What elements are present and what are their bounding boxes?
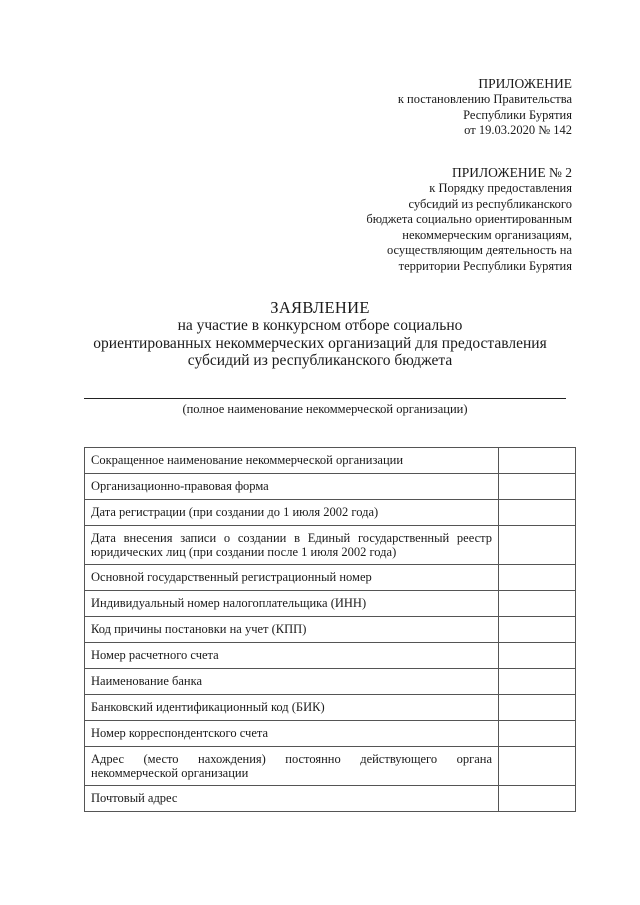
appendix-line: территории Республики Бурятия — [398, 258, 572, 273]
appendix-line: Республики Бурятия — [463, 107, 572, 122]
table-row — [85, 474, 576, 500]
row-label: Код причины постановки на учет (КПП) — [85, 617, 499, 643]
table-row — [85, 500, 576, 526]
row-label: Почтовый адрес — [85, 786, 499, 812]
table-row — [85, 747, 576, 786]
row-value-cell[interactable] — [499, 786, 576, 812]
appendix-header-resolution — [398, 76, 572, 139]
appendix-line: некоммерческим организациям, — [402, 227, 572, 242]
appendix-line: субсидий из республиканского — [408, 196, 572, 211]
row-value-cell[interactable] — [499, 565, 576, 591]
document-subtitle-line: субсидий из республиканского бюджета — [187, 352, 453, 369]
appendix-line: к постановлению Правительства — [397, 92, 572, 106]
row-label: Сокращенное наименование некоммерческой организации — [85, 448, 499, 474]
document-subtitle-line: ориентированных некоммерческих организаций для предоставления — [93, 334, 547, 352]
row-label: Адрес (место нахождения) постоянно действующего органа некоммерческой организации — [85, 747, 499, 786]
row-value-cell[interactable] — [499, 500, 576, 526]
table-row — [85, 695, 576, 721]
row-label: Наименование банка — [85, 669, 499, 695]
row-value-cell[interactable] — [499, 474, 576, 500]
row-value-cell[interactable] — [499, 526, 576, 565]
appendix-header-procedure — [366, 165, 572, 274]
table-row — [85, 786, 576, 812]
table-row — [85, 721, 576, 747]
table-row — [85, 617, 576, 643]
row-value-cell[interactable] — [499, 695, 576, 721]
application-title-block — [0, 299, 640, 370]
row-label: Организационно-правовая форма — [85, 474, 499, 500]
appendix-line: бюджета социально ориентированным — [366, 212, 572, 226]
row-label: Индивидуальный номер налогоплательщика (ИНН) — [85, 591, 499, 617]
row-label: Банковский идентификационный код (БИК) — [85, 695, 499, 721]
row-value-cell[interactable] — [499, 643, 576, 669]
row-label: Номер корреспондентского счета — [85, 721, 499, 747]
org-name-caption: (полное наименование некоммерческой организации) — [182, 402, 468, 416]
row-label: Дата регистрации (при создании до 1 июля 2002 года) — [85, 500, 499, 526]
row-value-cell[interactable] — [499, 721, 576, 747]
row-value-cell[interactable] — [499, 747, 576, 786]
appendix-heading: ПРИЛОЖЕНИЕ — [478, 76, 572, 91]
document-title: ЗАЯВЛЕНИЕ — [270, 298, 370, 317]
row-label: Основной государственный регистрационный номер — [85, 565, 499, 591]
appendix-line: от 19.03.2020 № 142 — [464, 123, 572, 137]
row-value-cell[interactable] — [499, 591, 576, 617]
appendix-heading: ПРИЛОЖЕНИЕ № 2 — [451, 165, 572, 180]
row-label: Дата внесения записи о создании в Единый государственный реестр юридических лиц (при создании после 1 июля 2002 года) — [85, 526, 499, 565]
org-name-blank-line[interactable] — [84, 398, 566, 399]
row-value-cell[interactable] — [499, 617, 576, 643]
table-row — [85, 526, 576, 565]
row-value-cell[interactable] — [499, 448, 576, 474]
document-subtitle-line: на участие в конкурсном отборе социально — [177, 317, 463, 334]
row-value-cell[interactable] — [499, 669, 576, 695]
table-row — [85, 591, 576, 617]
appendix-line: осуществляющим деятельность на — [386, 243, 572, 257]
organization-details-table — [84, 447, 576, 812]
appendix-line: к Порядку предоставления — [429, 181, 572, 195]
table-row — [85, 448, 576, 474]
row-label: Номер расчетного счета — [85, 643, 499, 669]
table-row — [85, 643, 576, 669]
table-row — [85, 565, 576, 591]
table-row — [85, 669, 576, 695]
